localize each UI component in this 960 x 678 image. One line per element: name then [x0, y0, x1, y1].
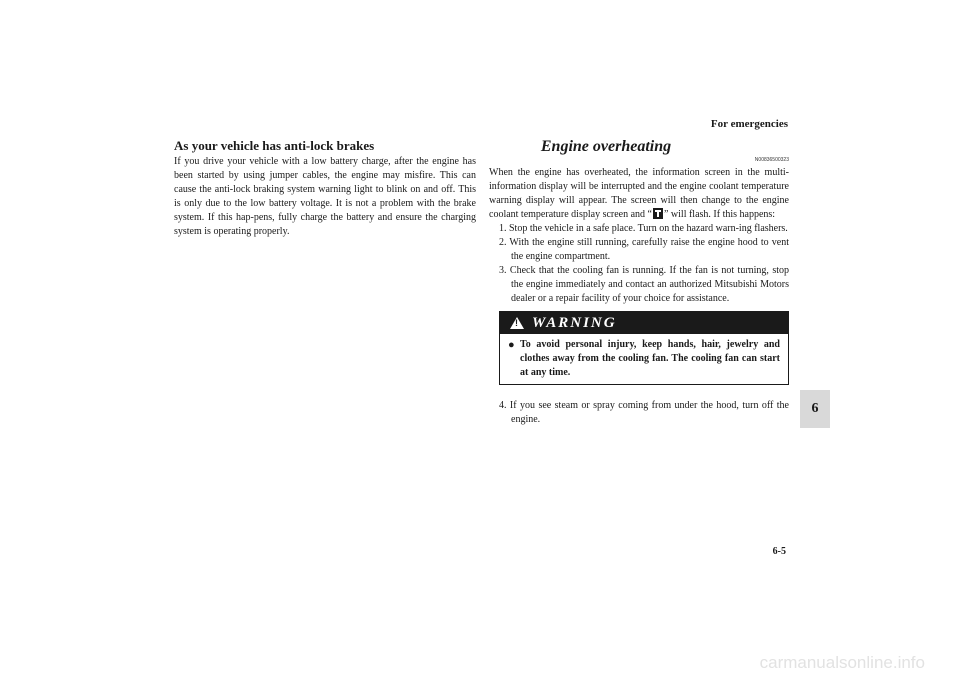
warning-triangle-icon — [510, 317, 524, 329]
right-column — [489, 137, 789, 427]
chapter-tab — [800, 390, 830, 428]
engine-overheating-title: Engine overheating — [540, 138, 672, 155]
anti-lock-brakes-heading: As your vehicle has anti-lock brakes — [174, 138, 375, 153]
coolant-temperature-icon — [653, 208, 663, 219]
warning-box — [499, 311, 789, 385]
steps-list — [489, 222, 789, 306]
step-item-4: 4. If you see steam or spray coming from under the hood, turn off the engine. — [499, 400, 789, 425]
warning-text: To avoid personal injury, keep hands, hair, jewelry and clothes away from the cooling fan. The cooling fan can start at any time. — [520, 339, 780, 378]
engine-overheating-intro — [489, 166, 789, 222]
warning-header — [500, 312, 788, 334]
page-number: 6-5 — [772, 546, 786, 557]
watermark: carmanualsonline.info — [759, 653, 925, 672]
warning-body — [500, 334, 788, 384]
warning-title: WARNING — [532, 314, 617, 331]
step-item-2: 2. With the engine still running, carefully raise the engine hood to vent the engine compartment. — [499, 237, 789, 262]
anti-lock-brakes-body: If you drive your vehicle with a low battery charge, after the engine has been started by using jumper cables, the engine may misfire. This can cause the anti-lock braking system warning light to blink on and off. This is only due to the low battery voltage. It is not a problem with the brake system. If this hap-pens, fully charge the battery and ensure the charging system is operating properly. — [174, 156, 476, 237]
intro-text-part1: When the engine has overheated, the information screen in the multi-information display will be interrupted and the engine coolant temperature warning display will appear. The screen will then change to the engine coolant temperature display screen and “ — [489, 167, 789, 220]
chapter-tab-label: 6 — [811, 401, 819, 416]
step-item-1: 1. Stop the vehicle in a safe place. Turn on the hazard warn-ing flashers. — [499, 223, 788, 234]
bullet-icon: ● — [508, 339, 515, 351]
page-header-title: For emergencies — [710, 118, 788, 130]
step-item-3: 3. Check that the cooling fan is running. If the fan is not turning, stop the engine immediately and contact an authorized Mitsubishi Motors dealer or a repair facility of your choice for assistance. — [499, 265, 789, 304]
intro-text-part2: ” will flash. If this happens: — [663, 209, 776, 220]
steps-list-continued — [489, 399, 789, 427]
left-column — [174, 137, 476, 239]
section-code: N00836500323 — [754, 157, 789, 163]
